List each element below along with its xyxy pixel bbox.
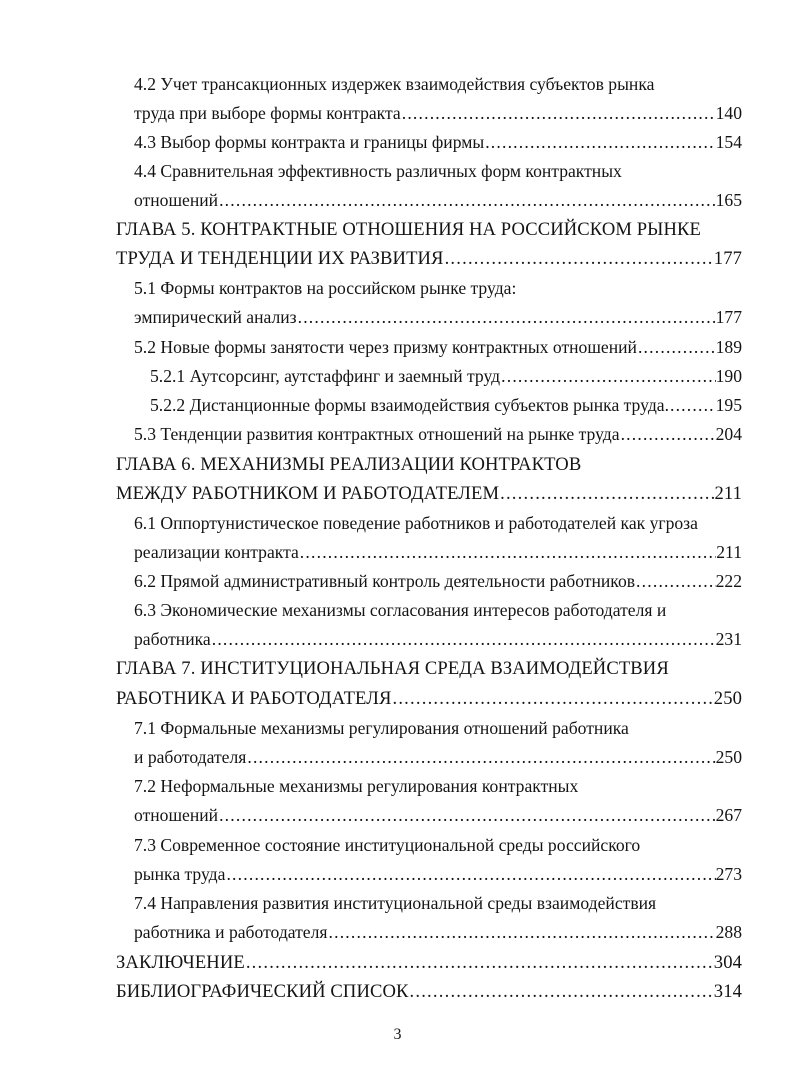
dot-leader bbox=[635, 567, 716, 596]
toc-page-number: 288 bbox=[715, 922, 742, 942]
toc-text: работника и работодателя bbox=[134, 922, 328, 942]
toc-entry bbox=[134, 625, 742, 654]
toc-text: 7.4 Направления развития институциональной среды взаимодействия bbox=[134, 893, 657, 913]
toc-text: и работодателя bbox=[134, 747, 247, 767]
toc-text: 6.3 Экономические механизмы согласования интересов работодателя и bbox=[134, 600, 667, 620]
toc-entry bbox=[134, 303, 742, 332]
toc-line bbox=[134, 596, 746, 625]
toc-text: 7.1 Формальные механизмы регулирования отношений работника bbox=[134, 718, 629, 738]
toc-text: 4.3 Выбор формы контракта и границы фирмы bbox=[134, 132, 485, 152]
toc-page-number: 304 bbox=[713, 952, 742, 973]
dot-leader bbox=[299, 538, 716, 567]
toc-text: 7.2 Неформальные механизмы регулирования контрактных bbox=[134, 776, 579, 796]
toc-text: отношений bbox=[134, 190, 219, 210]
toc-text: 6.1 Оппортунистическое поведение работников и работодателей как угроза bbox=[134, 513, 698, 533]
toc-line bbox=[134, 772, 742, 801]
toc-line bbox=[134, 70, 744, 99]
toc-entry bbox=[116, 948, 742, 977]
toc-entry bbox=[134, 801, 742, 830]
dot-leader bbox=[620, 420, 716, 449]
toc-text: ЗАКЛЮЧЕНИЕ bbox=[116, 952, 245, 973]
toc-page-number: 165 bbox=[715, 190, 742, 210]
toc-page-number: 314 bbox=[713, 981, 742, 1002]
toc-page-number: 204 bbox=[715, 424, 742, 444]
toc-page-number: 177 bbox=[713, 248, 742, 269]
toc-page-number: 222 bbox=[715, 571, 742, 591]
toc-entry bbox=[134, 860, 742, 889]
toc-entry bbox=[134, 743, 742, 772]
toc-line bbox=[134, 889, 742, 918]
toc-text: 5.2.1 Аутсорсинг, аутстаффинг и заемный труд bbox=[150, 366, 501, 386]
toc-page-number: 231 bbox=[715, 629, 742, 649]
toc-text: ТРУДА И ТЕНДЕНЦИИ ИХ РАЗВИТИЯ bbox=[116, 248, 444, 269]
dot-leader bbox=[391, 684, 713, 713]
toc-text: 5.2 Новые формы занятости через призму контрактных отношений bbox=[134, 337, 637, 357]
dot-leader bbox=[444, 244, 714, 273]
toc-line bbox=[134, 274, 742, 303]
toc-page-number: 211 bbox=[716, 542, 742, 562]
toc-page-number: 140 bbox=[715, 103, 742, 123]
toc-text: рынка труда bbox=[134, 864, 226, 884]
toc-entry bbox=[116, 479, 742, 508]
dot-leader bbox=[297, 303, 716, 332]
toc-entry bbox=[134, 99, 742, 128]
dot-leader bbox=[409, 977, 714, 1006]
dot-leader bbox=[225, 860, 715, 889]
toc-text: ГЛАВА 7. ИНСТИТУЦИОНАЛЬНАЯ СРЕДА ВЗАИМОДЕЙСТВИЯ bbox=[116, 658, 669, 679]
toc-page-number: 250 bbox=[713, 688, 742, 709]
toc-page-number: 189 bbox=[715, 337, 742, 357]
toc-entry bbox=[134, 186, 742, 215]
toc-line bbox=[134, 714, 742, 743]
toc-page-number: 190 bbox=[715, 366, 742, 386]
toc-entry bbox=[134, 538, 742, 567]
toc-text: 4.4 Сравнительная эффективность различных форм контрактных bbox=[134, 161, 622, 181]
toc-text: ГЛАВА 5. КОНТРАКТНЫЕ ОТНОШЕНИЯ НА РОССИЙСКОМ РЫНКЕ bbox=[116, 219, 701, 240]
toc-line bbox=[134, 157, 742, 186]
dot-leader bbox=[484, 128, 715, 157]
toc-text: реализации контракта bbox=[134, 542, 299, 562]
toc-page-number: 267 bbox=[715, 805, 742, 825]
toc-text: 5.1 Формы контрактов на российском рынке труда: bbox=[134, 278, 517, 298]
toc-entry bbox=[134, 128, 742, 157]
toc-page-number: 154 bbox=[715, 132, 742, 152]
dot-leader bbox=[245, 948, 714, 977]
toc-entry bbox=[116, 684, 742, 713]
toc-text: 5.3 Тенденции развития контрактных отношений на рынке труда bbox=[134, 424, 620, 444]
toc-text: ГЛАВА 6. МЕХАНИЗМЫ РЕАЛИЗАЦИИ КОНТРАКТОВ bbox=[116, 454, 582, 475]
toc-page-number: 177 bbox=[715, 307, 742, 327]
toc-entry bbox=[134, 918, 742, 947]
toc-page-number: 273 bbox=[715, 864, 742, 884]
chapter-heading bbox=[116, 654, 742, 683]
dot-leader bbox=[218, 801, 716, 830]
dot-leader bbox=[328, 918, 716, 947]
toc-entry bbox=[150, 391, 742, 420]
toc-text: МЕЖДУ РАБОТНИКОМ И РАБОТОДАТЕЛЕМ bbox=[116, 483, 500, 504]
toc-page-number: 211 bbox=[714, 483, 742, 504]
toc-entry bbox=[116, 977, 742, 1006]
toc-text: 6.2 Прямой административный контроль деятельности работников bbox=[134, 571, 636, 591]
dot-leader bbox=[637, 333, 716, 362]
toc-entry bbox=[116, 244, 742, 273]
toc-text: отношений bbox=[134, 805, 219, 825]
toc-entry bbox=[134, 420, 742, 449]
toc-page-number: 195 bbox=[715, 395, 742, 415]
toc-text: РАБОТНИКА И РАБОТОДАТЕЛЯ bbox=[116, 688, 392, 709]
toc-text: 5.2.2 Дистанционные формы взаимодействия субъектов рынка труда. bbox=[150, 395, 669, 415]
toc-entry bbox=[134, 567, 742, 596]
toc-text: 4.2 Учет трансакционных издержек взаимодействия субъектов рынка bbox=[134, 74, 655, 94]
toc-text: труда при выборе формы контракта bbox=[134, 103, 401, 123]
toc-entry bbox=[134, 333, 742, 362]
dot-leader bbox=[246, 743, 715, 772]
toc-entry bbox=[150, 362, 742, 391]
toc-text: работника bbox=[134, 629, 211, 649]
page-number: 3 bbox=[393, 1026, 402, 1043]
toc-text: эмпирический анализ bbox=[134, 307, 297, 327]
toc-text: БИБЛИОГРАФИЧЕСКИЙ СПИСОК bbox=[116, 981, 409, 1002]
dot-leader bbox=[401, 99, 716, 128]
toc-line bbox=[134, 831, 742, 860]
chapter-heading bbox=[116, 450, 742, 479]
toc-line bbox=[134, 509, 746, 538]
dot-leader bbox=[218, 186, 716, 215]
toc-page-number: 250 bbox=[715, 747, 742, 767]
dot-leader bbox=[500, 362, 715, 391]
dot-leader bbox=[499, 479, 714, 508]
dot-leader bbox=[669, 391, 716, 420]
toc-text: 7.3 Современное состояние институциональной среды российского bbox=[134, 835, 641, 855]
dot-leader bbox=[211, 625, 716, 654]
chapter-heading bbox=[116, 215, 742, 244]
